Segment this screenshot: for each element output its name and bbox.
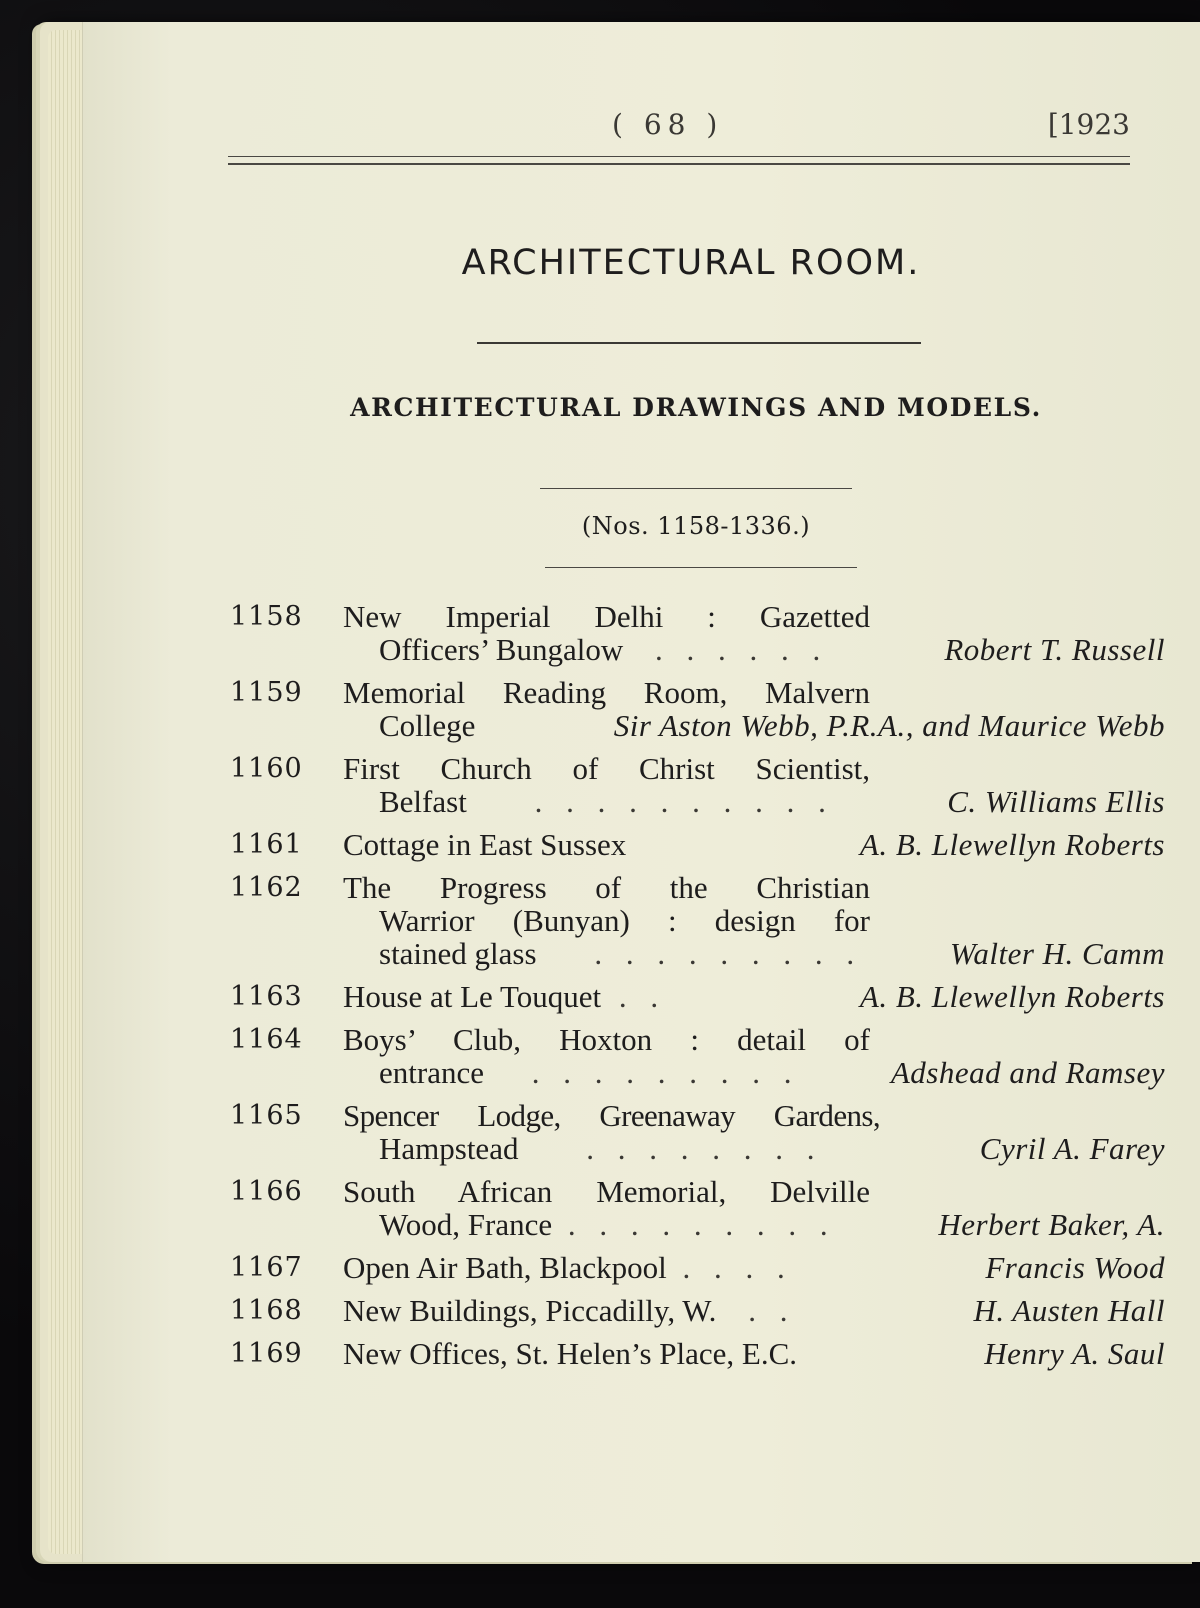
page-title: ARCHITECTURAL ROOM.	[461, 243, 921, 283]
page-number: ( 68 )	[612, 108, 724, 141]
catalogue-entry	[230, 980, 1165, 1013]
entry-title-continued: Wood, France	[379, 1207, 553, 1242]
divider	[540, 488, 852, 489]
entry-architect: A. B. Llewellyn Roberts	[859, 979, 1165, 1014]
entry-title: House at Le Touquet	[343, 979, 602, 1014]
entry-title: Memorial Reading Room, Malvern	[343, 675, 870, 710]
entry-number: 1158	[230, 601, 303, 632]
catalogue-entry	[230, 871, 1165, 970]
leader-dots: . . . . . .	[654, 632, 829, 667]
entry-architect: Walter H. Camm	[949, 936, 1165, 971]
entry-number: 1159	[230, 677, 303, 708]
divider	[545, 567, 857, 568]
catalogue-entry	[230, 752, 1165, 818]
entry-architect: H. Austen Hall	[973, 1293, 1165, 1328]
catalogue-entry	[230, 1175, 1165, 1241]
leader-dots: . . . . . . . . .	[594, 936, 863, 971]
catalogue-entry	[230, 600, 1165, 666]
entry-title: Cottage in East Sussex	[343, 827, 627, 862]
leader-dots: . .	[748, 1293, 796, 1328]
leader-dots: . . . .	[682, 1250, 793, 1285]
entry-title: New Imperial Delhi : Gazetted	[343, 599, 870, 634]
entry-title: First Church of Christ Scientist,	[343, 751, 870, 786]
catalogue-entry	[230, 1251, 1165, 1284]
header-rule	[228, 156, 1130, 165]
entry-number: 1163	[230, 981, 303, 1012]
entry-number: 1167	[230, 1252, 303, 1283]
section-title: ARCHITECTURAL DRAWINGS AND MODELS.	[350, 393, 1042, 422]
catalogue-entry	[230, 1023, 1165, 1089]
divider	[477, 342, 921, 344]
entry-title: New Buildings, Piccadilly, W.	[343, 1293, 717, 1328]
entry-number: 1161	[230, 829, 303, 860]
leader-dots: . . . . . . . .	[586, 1131, 823, 1166]
entry-title: Spencer Lodge, Greenaway Gardens,	[343, 1098, 880, 1133]
entry-architect: A. B. Llewellyn Roberts	[859, 827, 1165, 862]
entry-architect: Francis Wood	[985, 1250, 1165, 1285]
entry-number: 1166	[230, 1176, 303, 1207]
catalogue-entry	[230, 828, 1165, 861]
number-range: (Nos. 1158-1336.)	[581, 512, 811, 540]
leader-dots: . . . . . . . . . .	[534, 784, 834, 819]
running-year: [1923	[1047, 108, 1130, 141]
entry-title-continued: Warrior (Bunyan) : design for	[379, 903, 870, 938]
catalogue-list	[230, 600, 1165, 1380]
entry-architect: Henry A. Saul	[984, 1336, 1165, 1371]
catalogue-entry	[230, 1099, 1165, 1165]
entry-number: 1165	[230, 1100, 303, 1131]
entry-title-continued: Hampstead	[379, 1131, 519, 1166]
leader-dots: . . . . . . . . .	[531, 1055, 800, 1090]
entry-architect: Sir Aston Webb, P.R.A., and Maurice Webb	[613, 708, 1165, 743]
entry-title-continued: Belfast	[379, 784, 467, 819]
entry-title: The Progress of the Christian	[343, 870, 870, 905]
leader-dots: . .	[618, 979, 667, 1014]
entry-architect: Adshead and Ramsey	[890, 1055, 1165, 1090]
entry-number: 1162	[230, 872, 303, 903]
entry-title: South African Memorial, Delville	[343, 1174, 870, 1209]
entry-number: 1169	[230, 1338, 303, 1369]
running-head	[222, 108, 1130, 148]
leader-dots: . . . . . . . . .	[567, 1207, 836, 1242]
catalogue-entry	[230, 1337, 1165, 1370]
entry-number: 1168	[230, 1295, 303, 1326]
entry-number: 1160	[230, 753, 303, 784]
entry-architect: Herbert Baker, A.	[938, 1207, 1165, 1242]
entry-title-continued: entrance	[379, 1055, 484, 1090]
entry-architect: C. Williams Ellis	[947, 784, 1165, 819]
entry-title-continued: College	[379, 708, 476, 743]
entry-title-continued: stained glass	[379, 936, 537, 971]
catalogue-entry	[230, 1294, 1165, 1327]
entry-title: New Offices, St. Helen’s Place, E.C.	[343, 1336, 797, 1371]
catalogue-entry	[230, 676, 1165, 742]
entry-architect: Robert T. Russell	[944, 632, 1165, 667]
entry-title: Open Air Bath, Blackpool	[343, 1250, 667, 1285]
entry-title-continued: Officers’ Bungalow	[379, 632, 624, 667]
entry-number: 1164	[230, 1024, 303, 1055]
entry-architect: Cyril A. Farey	[979, 1131, 1165, 1166]
entry-title: Boys’ Club, Hoxton : detail of	[343, 1022, 870, 1057]
